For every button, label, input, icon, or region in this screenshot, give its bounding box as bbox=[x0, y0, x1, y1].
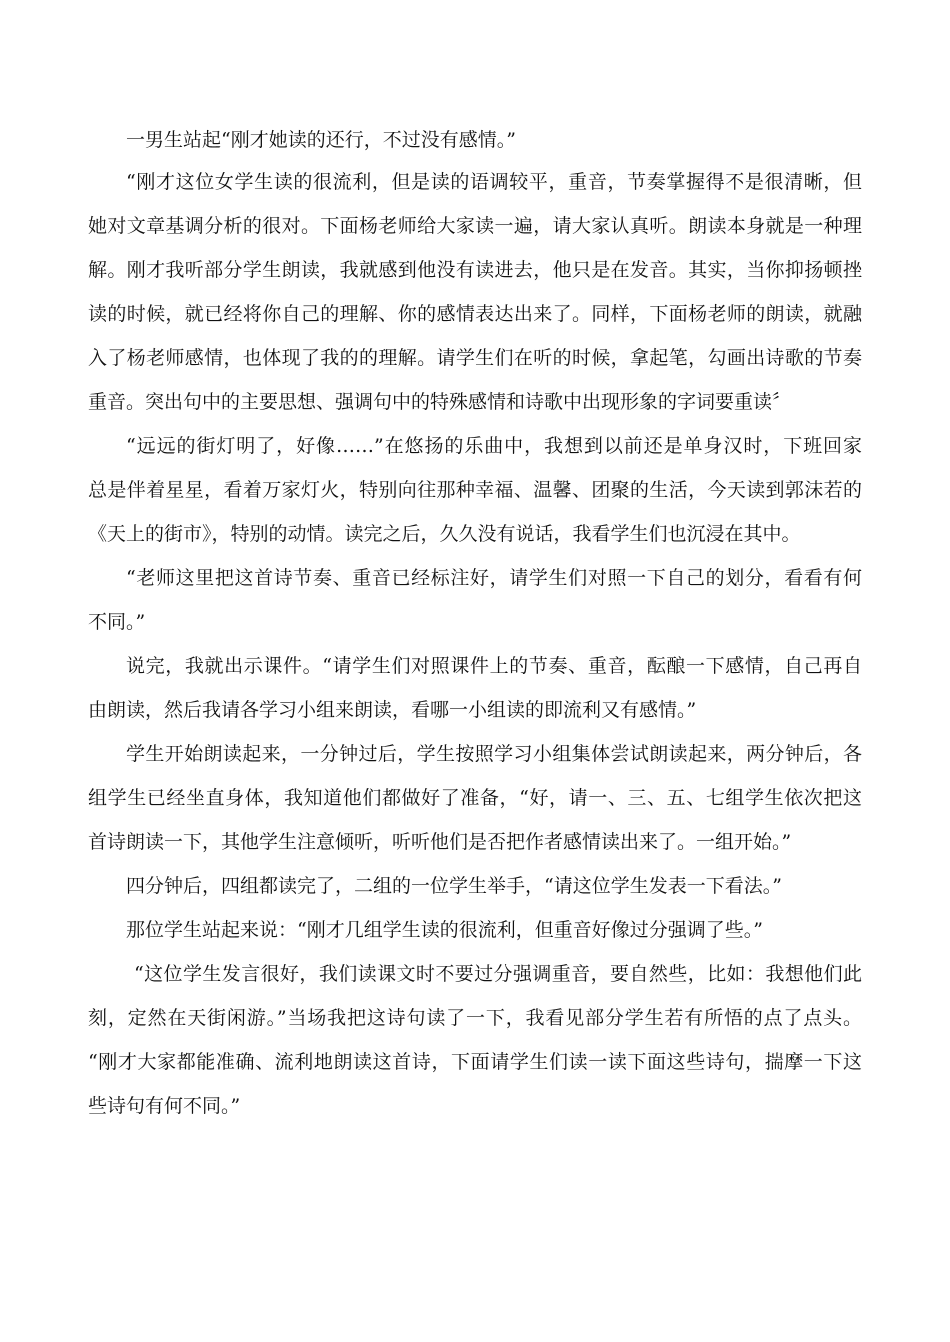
paragraph-line: 由朗读，然后我请各学习小组来朗读，看哪一小组读的即流利又有感情。” bbox=[88, 699, 697, 721]
paragraph-line: 解。刚才我听部分学生朗读，我就感到他没有读进去，他只是在发音。其实，当你抑扬顿挫 bbox=[88, 259, 862, 281]
paragraph-line: 入了杨老师感情，也体现了我的的理解。请学生们在听的时候，拿起笔，勾画出诗歌的节奏 bbox=[88, 347, 862, 369]
paragraph-line: 首诗朗读一下，其他学生注意倾听，听听他们是否把作者感情读出来了。一组开始。” bbox=[88, 831, 792, 853]
paragraph-line: 重音。突出句中的主要思想、强调句中的特殊感情和诗歌中出现形象的字词要重读〞 bbox=[88, 391, 792, 413]
paragraph-line: 总是伴着星星，看着万家灯火，特别向往那种幸福、温馨、团聚的生活，今天读到郭沫若的 bbox=[88, 479, 862, 501]
paragraph-line: 四分钟后，四组都读完了，二组的一位学生举手，“请这位学生发表一下看法。” bbox=[126, 875, 782, 897]
paragraph-line: 说完，我就出示课件。“请学生们对照课件上的节奏、重音，酝酿一下感情，自己再自 bbox=[126, 655, 862, 677]
paragraph-line: 些诗句有何不同。” bbox=[88, 1095, 241, 1117]
paragraph-line: 一男生站起“刚才她读的还行，不过没有感情。” bbox=[126, 129, 516, 151]
paragraph-line: 《天上的街市》，特别的动情。读完之后，久久没有说话，我看学生们也沉浸在其中。 bbox=[88, 523, 801, 545]
paragraph-line: “老师这里把这首诗节奏、重音已经标注好，请学生们对照一下自己的划分，看看有何 bbox=[126, 567, 862, 589]
paragraph-line: “远远的街灯明了，好像……”在悠扬的乐曲中，我想到以前还是单身汉时，下班回家 bbox=[126, 435, 862, 457]
paragraph-line: 不同。” bbox=[88, 611, 146, 633]
paragraph-line: 刻，定然在天街闲游。”当场我把这诗句读了一下，我看见部分学生若有所悟的点了点头。 bbox=[88, 1007, 862, 1029]
paragraph-line: 学生开始朗读起来，一分钟过后，学生按照学习小组集体尝试朗读起来，两分钟后，各 bbox=[126, 743, 862, 765]
paragraph-line: “刚才大家都能准确、流利地朗读这首诗，下面请学生们读一读下面这些诗句，揣摩一下这 bbox=[88, 1051, 862, 1073]
paragraph-line: 她对文章基调分析的很对。下面杨老师给大家读一遍，请大家认真听。朗读本身就是一种理 bbox=[88, 215, 862, 237]
paragraph-line: 那位学生站起来说：“刚才几组学生读的很流利，但重音好像过分强调了些。” bbox=[126, 919, 763, 941]
paragraph-line: 组学生已经坐直身体，我知道他们都做好了准备，“好，请一、三、五、七组学生依次把这 bbox=[88, 787, 862, 809]
paragraph-line: 读的时候，就已经将你自己的理解、你的感情表达出来了。同样，下面杨老师的朗读，就融 bbox=[88, 303, 862, 325]
paragraph-line: “刚才这位女学生读的很流利，但是读的语调较平，重音，节奏掌握得不是很清晰，但 bbox=[126, 171, 862, 193]
paragraph-line: “这位学生发言很好，我们读课文时不要过分强调重音，要自然些，比如：我想他们此 bbox=[134, 963, 862, 985]
